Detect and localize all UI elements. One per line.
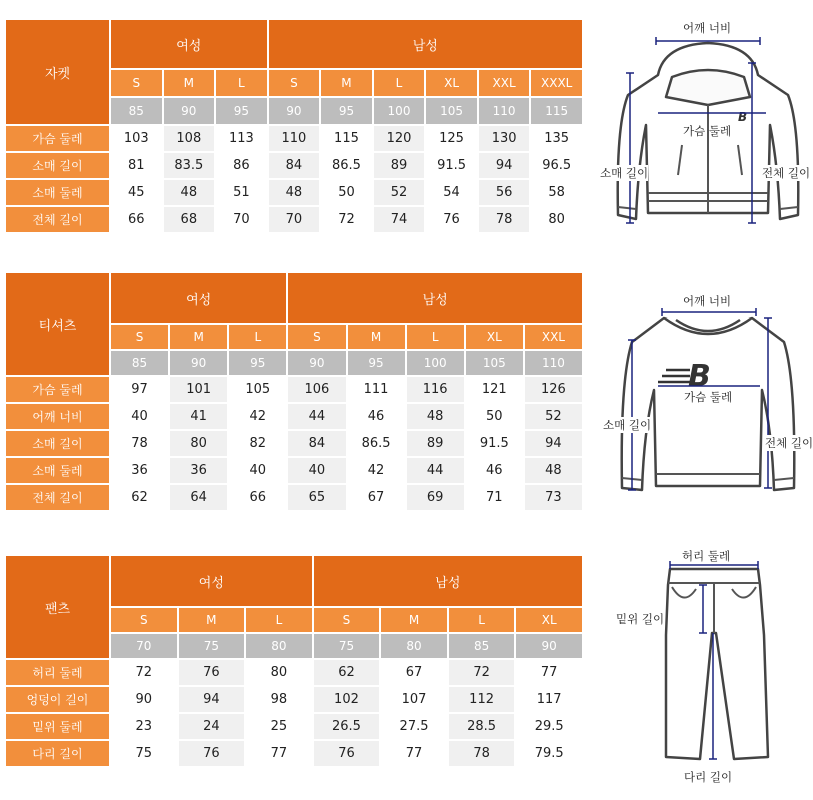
measurement-cell: 115 bbox=[334, 131, 359, 146]
measurement-cell: 71 bbox=[486, 490, 503, 505]
pants-illustration bbox=[600, 545, 800, 795]
table-row bbox=[6, 126, 582, 151]
measurement-cell: 28.5 bbox=[449, 714, 515, 739]
size-number: 95 bbox=[216, 98, 267, 124]
group-women: 여성 bbox=[111, 556, 312, 606]
measurement-cell: 80 bbox=[170, 431, 227, 456]
size-label: S bbox=[111, 70, 162, 96]
size-number: 70 bbox=[111, 634, 177, 658]
size-number: 80 bbox=[381, 634, 447, 658]
measurement-cell: 76 bbox=[443, 212, 460, 227]
table-row bbox=[6, 207, 582, 232]
measurement-cell: 79.5 bbox=[534, 746, 564, 761]
svg-text:B: B bbox=[688, 359, 711, 394]
table-row bbox=[6, 714, 582, 739]
measurement-cell: 102 bbox=[314, 687, 380, 712]
measurement-cell: 82 bbox=[249, 436, 267, 451]
size-label: M bbox=[381, 608, 447, 632]
measurement-cell: 74 bbox=[374, 207, 425, 232]
measurement-cell: 44 bbox=[288, 404, 345, 429]
size-number: 85 bbox=[111, 351, 168, 375]
measurement-cell: 89 bbox=[407, 431, 464, 456]
measurement-cell: 66 bbox=[249, 490, 267, 505]
size-label: XL bbox=[466, 325, 523, 349]
size-label: S bbox=[314, 608, 380, 632]
table-row bbox=[6, 377, 582, 402]
measurement-cell: 130 bbox=[479, 126, 530, 151]
row-label: 어깨 너비 bbox=[6, 404, 109, 429]
measurement-cell: 41 bbox=[170, 404, 227, 429]
size-label: XXL bbox=[479, 70, 530, 96]
row-label: 다리 길이 bbox=[6, 741, 109, 766]
measurement-cell: 52 bbox=[374, 180, 425, 205]
measurement-cell: 42 bbox=[249, 409, 267, 424]
table-row bbox=[6, 741, 582, 766]
size-label: S bbox=[269, 70, 320, 96]
measurement-cell: 126 bbox=[525, 377, 582, 402]
size-label: L bbox=[216, 70, 267, 96]
jacket-size-table bbox=[4, 18, 584, 234]
measurement-cell: 73 bbox=[525, 485, 582, 510]
sleeve-length-label: 소매 길이 bbox=[603, 418, 652, 432]
table-row bbox=[6, 431, 582, 456]
measurement-cell: 72 bbox=[449, 660, 515, 685]
measurement-cell: 94 bbox=[479, 153, 530, 178]
size-number: 110 bbox=[479, 98, 530, 124]
measurement-cell: 110 bbox=[269, 126, 320, 151]
measurement-cell: 111 bbox=[363, 382, 389, 397]
size-number: 90 bbox=[170, 351, 227, 375]
measurement-cell: 107 bbox=[401, 692, 427, 707]
measurement-cell: 94 bbox=[179, 687, 245, 712]
size-label: M bbox=[164, 70, 215, 96]
measurement-cell: 84 bbox=[269, 153, 320, 178]
size-label: S bbox=[111, 608, 177, 632]
size-label: XXL bbox=[525, 325, 582, 349]
measurement-cell: 56 bbox=[479, 180, 530, 205]
measurement-cell: 23 bbox=[135, 719, 153, 734]
measurement-cell: 75 bbox=[135, 746, 153, 761]
measurement-cell: 64 bbox=[170, 485, 227, 510]
measurement-cell: 112 bbox=[449, 687, 515, 712]
measurement-cell: 96.5 bbox=[542, 158, 572, 173]
measurement-cell: 86.5 bbox=[331, 158, 361, 173]
row-label: 전체 길이 bbox=[6, 485, 109, 510]
size-label: M bbox=[179, 608, 245, 632]
measurement-cell: 36 bbox=[131, 463, 148, 478]
row-label: 가슴 둘레 bbox=[6, 126, 109, 151]
shoulder-width-label: 어깨 너비 bbox=[683, 294, 732, 308]
row-label: 허리 둘레 bbox=[6, 660, 109, 685]
size-label: XL bbox=[426, 70, 477, 96]
measurement-cell: 65 bbox=[288, 485, 345, 510]
measurement-cell: 46 bbox=[486, 463, 503, 478]
measurement-cell: 97 bbox=[131, 382, 148, 397]
measurement-cell: 26.5 bbox=[314, 714, 380, 739]
measurement-cell: 62 bbox=[314, 660, 380, 685]
measurement-cell: 76 bbox=[314, 741, 380, 766]
measurement-cell: 54 bbox=[443, 185, 460, 200]
table-title: 티셔츠 bbox=[6, 273, 109, 375]
waist-label: 허리 둘레 bbox=[682, 549, 731, 563]
measurement-cell: 91.5 bbox=[437, 158, 467, 173]
measurement-cell: 40 bbox=[131, 409, 148, 424]
size-number: 90 bbox=[164, 98, 215, 124]
measurement-cell: 98 bbox=[270, 692, 288, 707]
size-label: L bbox=[407, 325, 464, 349]
sleeve-length-label: 소매 길이 bbox=[600, 166, 649, 180]
measurement-cell: 94 bbox=[525, 431, 582, 456]
size-label: L bbox=[374, 70, 425, 96]
measurement-cell: 70 bbox=[233, 212, 250, 227]
measurement-cell: 50 bbox=[486, 409, 503, 424]
measurement-cell: 108 bbox=[164, 126, 215, 151]
row-label: 엉덩이 길이 bbox=[6, 687, 109, 712]
row-label: 전체 길이 bbox=[6, 207, 109, 232]
size-number: 90 bbox=[269, 98, 320, 124]
row-label: 소매 길이 bbox=[6, 153, 109, 178]
measurement-cell: 135 bbox=[544, 131, 570, 146]
measurement-cell: 72 bbox=[135, 665, 153, 680]
measurement-cell: 25 bbox=[270, 719, 288, 734]
table-row bbox=[6, 404, 582, 429]
group-men: 남성 bbox=[314, 556, 582, 606]
chest-label: 가슴 둘레 bbox=[683, 124, 732, 138]
size-number: 75 bbox=[179, 634, 245, 658]
measurement-cell: 120 bbox=[374, 126, 425, 151]
measurement-cell: 36 bbox=[170, 458, 227, 483]
size-number: 85 bbox=[449, 634, 515, 658]
measurement-cell: 80 bbox=[270, 665, 288, 680]
size-number: 95 bbox=[229, 351, 286, 375]
measurement-cell: 70 bbox=[269, 207, 320, 232]
jacket-measurement-figure bbox=[590, 15, 811, 240]
measurement-cell: 72 bbox=[338, 212, 355, 227]
size-label: L bbox=[229, 325, 286, 349]
measurement-cell: 29.5 bbox=[534, 719, 564, 734]
measurement-cell: 84 bbox=[288, 431, 345, 456]
row-label: 소매 길이 bbox=[6, 431, 109, 456]
size-number: 75 bbox=[314, 634, 380, 658]
measurement-cell: 113 bbox=[228, 131, 254, 146]
measurement-cell: 77 bbox=[270, 746, 288, 761]
measurement-cell: 48 bbox=[525, 458, 582, 483]
measurement-cell: 125 bbox=[439, 131, 464, 146]
measurement-cell: 24 bbox=[179, 714, 245, 739]
measurement-cell: 86.5 bbox=[361, 436, 391, 451]
measurement-cell: 48 bbox=[269, 180, 320, 205]
measurement-cell: 105 bbox=[245, 382, 271, 397]
size-number: 100 bbox=[374, 98, 425, 124]
pants-measurement-figure bbox=[600, 545, 800, 795]
size-number: 90 bbox=[288, 351, 345, 375]
measurement-cell: 48 bbox=[407, 404, 464, 429]
size-number: 95 bbox=[348, 351, 405, 375]
size-label: S bbox=[111, 325, 168, 349]
row-label: 밑위 둘레 bbox=[6, 714, 109, 739]
row-label: 가슴 둘레 bbox=[6, 377, 109, 402]
table-row bbox=[6, 485, 582, 510]
table-title: 자켓 bbox=[6, 20, 109, 124]
total-length-label: 전체 길이 bbox=[762, 166, 811, 180]
measurement-cell: 121 bbox=[481, 382, 507, 397]
size-number: 100 bbox=[407, 351, 464, 375]
measurement-cell: 48 bbox=[164, 180, 215, 205]
shoulder-width-label: 어깨 너비 bbox=[683, 21, 732, 35]
size-number: 115 bbox=[531, 98, 582, 124]
size-number: 80 bbox=[246, 634, 312, 658]
measurement-cell: 58 bbox=[548, 185, 565, 200]
measurement-cell: 76 bbox=[179, 660, 245, 685]
measurement-cell: 86 bbox=[233, 158, 250, 173]
rise-length-label: 밑위 길이 bbox=[616, 612, 665, 626]
brand-logo-icon: B bbox=[738, 110, 748, 124]
measurement-cell: 40 bbox=[288, 458, 345, 483]
measurement-cell: 46 bbox=[367, 409, 385, 424]
size-number: 85 bbox=[111, 98, 162, 124]
measurement-cell: 103 bbox=[123, 131, 149, 146]
table-row bbox=[6, 458, 582, 483]
table-row bbox=[6, 687, 582, 712]
group-men: 남성 bbox=[269, 20, 582, 68]
size-label: XL bbox=[516, 608, 582, 632]
measurement-cell: 81 bbox=[128, 158, 145, 173]
measurement-cell: 44 bbox=[407, 458, 464, 483]
table-row bbox=[6, 153, 582, 178]
size-label: L bbox=[449, 608, 515, 632]
total-length-label: 전체 길이 bbox=[765, 436, 813, 450]
measurement-cell: 67 bbox=[405, 665, 423, 680]
measurement-cell: 68 bbox=[164, 207, 215, 232]
measurement-cell: 106 bbox=[288, 377, 345, 402]
measurement-cell: 42 bbox=[367, 463, 385, 478]
measurement-cell: 116 bbox=[407, 377, 464, 402]
measurement-cell: 91.5 bbox=[479, 436, 509, 451]
measurement-cell: 51 bbox=[233, 185, 250, 200]
group-women: 여성 bbox=[111, 273, 286, 323]
size-label: M bbox=[170, 325, 227, 349]
measurement-cell: 117 bbox=[536, 692, 562, 707]
measurement-cell: 77 bbox=[540, 665, 558, 680]
size-number: 105 bbox=[426, 98, 477, 124]
measurement-cell: 27.5 bbox=[399, 719, 429, 734]
measurement-cell: 45 bbox=[128, 185, 145, 200]
measurement-cell: 50 bbox=[338, 185, 355, 200]
size-label: M bbox=[348, 325, 405, 349]
row-label: 소매 둘레 bbox=[6, 180, 109, 205]
size-number: 105 bbox=[466, 351, 523, 375]
measurement-cell: 80 bbox=[548, 212, 565, 227]
size-label: M bbox=[321, 70, 372, 96]
chest-label: 가슴 둘레 bbox=[684, 390, 733, 404]
measurement-cell: 52 bbox=[525, 404, 582, 429]
measurement-cell: 78 bbox=[479, 207, 530, 232]
pants-size-table bbox=[4, 554, 584, 768]
tshirt-size-table bbox=[4, 271, 584, 512]
size-label: XXXL bbox=[531, 70, 582, 96]
measurement-cell: 78 bbox=[131, 436, 148, 451]
measurement-cell: 67 bbox=[367, 490, 385, 505]
measurement-cell: 40 bbox=[249, 463, 267, 478]
group-women: 여성 bbox=[111, 20, 267, 68]
tshirt-measurement-figure bbox=[590, 290, 813, 500]
measurement-cell: 62 bbox=[131, 490, 148, 505]
measurement-cell: 77 bbox=[405, 746, 423, 761]
group-men: 남성 bbox=[288, 273, 582, 323]
size-number: 90 bbox=[516, 634, 582, 658]
measurement-cell: 78 bbox=[449, 741, 515, 766]
table-row bbox=[6, 180, 582, 205]
measurement-cell: 89 bbox=[374, 153, 425, 178]
measurement-cell: 76 bbox=[179, 741, 245, 766]
size-number: 110 bbox=[525, 351, 582, 375]
table-row bbox=[6, 660, 582, 685]
size-label: L bbox=[246, 608, 312, 632]
size-number: 95 bbox=[321, 98, 372, 124]
row-label: 소매 둘레 bbox=[6, 458, 109, 483]
measurement-cell: 101 bbox=[170, 377, 227, 402]
measurement-cell: 66 bbox=[128, 212, 145, 227]
measurement-cell: 83.5 bbox=[164, 153, 215, 178]
leg-length-label: 다리 길이 bbox=[684, 770, 733, 784]
size-label: S bbox=[288, 325, 345, 349]
measurement-cell: 69 bbox=[407, 485, 464, 510]
measurement-cell: 90 bbox=[135, 692, 153, 707]
table-title: 팬츠 bbox=[6, 556, 109, 658]
